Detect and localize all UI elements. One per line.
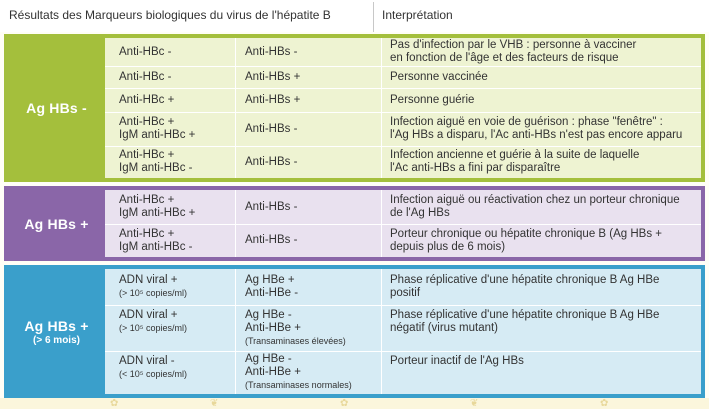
cell-anti-hbs: Anti-HBs + — [245, 70, 301, 83]
cell-interpretation: Personne guérie — [390, 93, 475, 106]
table-row — [105, 190, 701, 224]
table-row — [105, 88, 701, 112]
cell-anti-hbs: Anti-HBs - — [245, 122, 298, 135]
cell-anti-hbc: Anti-HBc - — [119, 70, 172, 83]
cell-anti-hbs: Anti-HBs + — [245, 93, 301, 106]
flourish-icon: ❦ — [470, 398, 479, 409]
block-label-main: Ag HBs + — [24, 215, 89, 232]
block-ag-hbs-positive-chronic — [4, 265, 705, 398]
table-row — [105, 224, 701, 257]
cell-anti-hbs: Anti-HBs - — [245, 200, 298, 213]
cell-hbe: Ag HBe - Anti-HBe + (Transaminases élevées) — [245, 308, 346, 346]
flourish-icon: ❦ — [210, 398, 219, 409]
table-header — [0, 0, 709, 32]
block-label — [8, 269, 105, 394]
cell-hbe: Ag HBe + Anti-HBe - — [245, 274, 299, 299]
table-row — [105, 66, 701, 88]
cell-interpretation: Porteur chronique ou hépatite chronique B (Ag HBs + depuis plus de 6 mois) — [390, 227, 663, 253]
cell-anti-hbs: Anti-HBs - — [245, 155, 298, 168]
flourish-icon: ✿ — [600, 398, 609, 409]
table-row — [105, 269, 701, 305]
table-row — [105, 112, 701, 146]
header-markers: Résultats des Marqueurs biologiques du virus de l'hépatite B — [9, 8, 331, 22]
decorative-watermark — [0, 398, 709, 409]
block-label-sub: (> 6 mois) — [33, 334, 80, 346]
table-row — [105, 146, 701, 178]
cell-interpretation: Infection aiguë en voie de guérison : phase "fenêtre" : l'Ag HBs a disparu, l'Ac anti-HBs n'est pas encore apparu — [390, 116, 683, 141]
cell-anti-hbc: Anti-HBc - — [119, 45, 172, 58]
cell-interpretation: Phase réplicative d'une hépatite chronique B Ag HBe négatif (virus mutant) — [390, 309, 660, 334]
block-rows — [105, 269, 701, 394]
cell-interpretation: Infection ancienne et guérie à la suite de laquelle l'Ac anti-HBs a fini par disparaître — [390, 149, 640, 174]
cell-interpretation: Infection aiguë ou réactivation chez un porteur chronique de l'Ag HBs — [390, 194, 680, 219]
cell-interpretation: Porteur inactif de l'Ag HBs — [390, 355, 524, 367]
block-ag-hbs-positive — [4, 186, 705, 261]
cell-viral-dna: ADN viral + (> 10⁵ copies/ml) — [119, 309, 188, 333]
flourish-icon: ✿ — [110, 398, 119, 409]
table-row — [105, 351, 701, 394]
cell-anti-hbs: Anti-HBs - — [245, 45, 298, 58]
block-label-main: Ag HBs + — [24, 317, 89, 334]
cell-anti-hbc: Anti-HBc + — [119, 93, 175, 106]
cell-viral-dna: ADN viral + (> 10⁵ copies/ml) — [119, 274, 188, 298]
table-row — [105, 305, 701, 351]
cell-interpretation: Phase réplicative d'une hépatite chronique B Ag HBe positif — [390, 274, 660, 299]
cell-anti-hbc: Anti-HBc + IgM anti-HBc + — [119, 194, 196, 219]
cell-hbe: Ag HBe - Anti-HBe + (Transaminases normales) — [245, 353, 352, 390]
block-rows — [105, 38, 701, 178]
header-divider — [373, 2, 374, 32]
cell-anti-hbc: Anti-HBc + IgM anti-HBc - — [119, 227, 193, 253]
block-label — [8, 190, 105, 257]
cell-interpretation: Pas d'infection par le VHB : personne à vacciner en fonction de l'âge et des facteurs de risque — [390, 39, 637, 64]
flourish-icon: ✿ — [340, 398, 349, 409]
table-row — [105, 38, 701, 66]
block-ag-hbs-negative — [4, 34, 705, 182]
cell-anti-hbc: Anti-HBc + IgM anti-HBc - — [119, 149, 193, 174]
header-interpretation: Interprétation — [382, 8, 453, 22]
cell-viral-dna: ADN viral - (< 10⁵ copies/ml) — [119, 355, 188, 379]
block-label-main: Ag HBs - — [26, 100, 87, 116]
cell-interpretation: Personne vaccinée — [390, 70, 488, 83]
cell-anti-hbs: Anti-HBs - — [245, 234, 298, 246]
block-rows — [105, 190, 701, 257]
block-label — [8, 38, 105, 178]
cell-anti-hbc: Anti-HBc + IgM anti-HBc + — [119, 116, 196, 141]
